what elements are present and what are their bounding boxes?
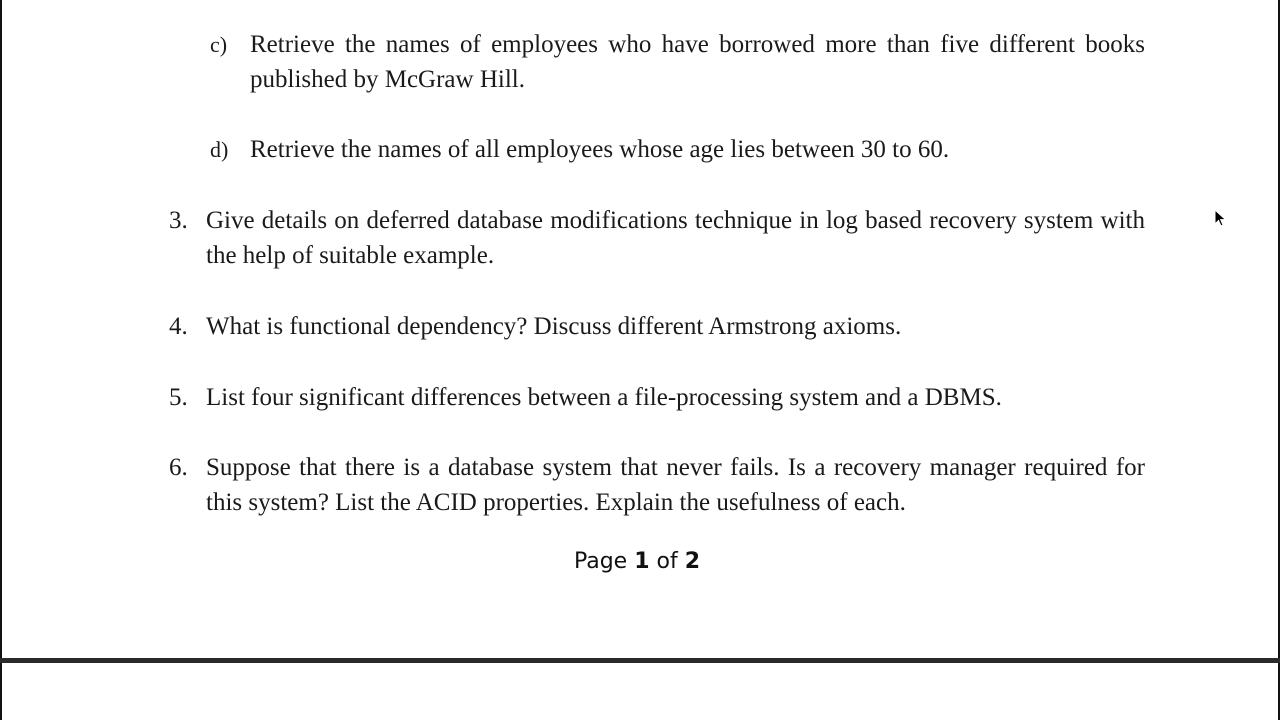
item-text: Give details on deferred database modifications technique in log based recovery system with the help of suitable example.: [206, 207, 1145, 269]
question-item: [169, 450, 1145, 520]
page-word: Page: [573, 549, 628, 574]
question-item: [169, 203, 1145, 273]
item-text: Suppose that there is a database system that never fails. Is a recovery manager required for this system? List the ACID properties. Explain the usefulness of each.: [206, 454, 1145, 516]
item-marker: c): [210, 32, 228, 57]
of-word: of: [656, 549, 678, 574]
question-item: [210, 132, 1145, 167]
item-marker: 3.: [169, 207, 188, 234]
item-text: List four significant differences between a file-processing system and a DBMS.: [206, 384, 1002, 411]
item-marker: 5.: [169, 384, 188, 411]
mouse-pointer-icon: [1214, 209, 1228, 229]
item-marker: 6.: [169, 454, 188, 481]
question-item: [169, 380, 1145, 415]
total-pages: 2: [684, 549, 701, 574]
item-marker: 4.: [169, 313, 188, 340]
item-text: What is functional dependency? Discuss different Armstrong axioms.: [206, 313, 902, 340]
next-page: [0, 663, 1280, 720]
item-text: Retrieve the names of employees who have borrowed more than five different books published by McGraw Hill.: [250, 31, 1145, 93]
question-item: [210, 27, 1145, 97]
item-marker: d): [210, 137, 229, 162]
question-item: [169, 309, 1145, 344]
item-text: Retrieve the names of all employees whose age lies between 30 to 60.: [250, 136, 950, 163]
current-page: 1: [634, 549, 650, 574]
page-number: [2, 549, 1272, 574]
